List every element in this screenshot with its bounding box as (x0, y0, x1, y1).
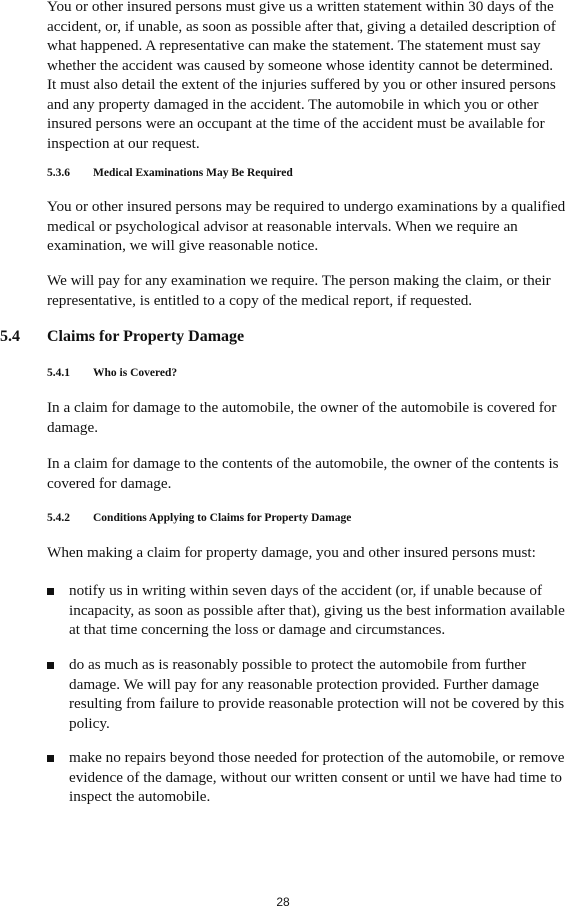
square-bullet-icon (47, 662, 54, 669)
page-number: 28 (276, 895, 290, 909)
subsection-title: Who is Covered? (93, 367, 178, 379)
intro-paragraph: You or other insured persons must give us a written statement within 30 days of the accident, or, if unable, as soon as possible after that, giving a detailed description of what happened. A representative can make the statement. The statement must say whether the accident was caused by someone whose identity cannot be determined. It must also detail the extent of the injuries suffered by you or other insured persons and any property damaged in the accident. The automobile in which you or other insured persons were an occupant at the time of the accident must be available for inspection at our request. (47, 0, 556, 152)
subsection-heading-5-4-1 (47, 366, 177, 380)
list-item-text: notify us in writing within seven days of the accident (or, if unable because of incapacity, as soon as possible after that), giving us the best information available at that time concerning the loss or damage and circumstances. (69, 582, 565, 638)
subsection-title: Conditions Applying to Claims for Property Damage (93, 512, 352, 524)
section-heading-5-4 (0, 327, 244, 347)
subsection-heading-5-4-2 (47, 511, 351, 525)
subsection-number: 5.3.6 (47, 167, 70, 179)
subsection-heading-5-3-6 (47, 166, 293, 180)
paragraph-conditions-lead: When making a claim for property damage, you and other insured persons must: (47, 544, 536, 561)
paragraph-medical-exams: You or other insured persons may be required to undergo examinations by a qualified medical or psychological advisor at reasonable intervals. When we require an examination, we will give reasonable notice. (47, 198, 566, 254)
section-number: 5.4 (0, 328, 20, 345)
subsection-title: Medical Examinations May Be Required (93, 167, 293, 179)
paragraph-owner-automobile: In a claim for damage to the automobile, the owner of the automobile is covered for damage. (47, 399, 557, 436)
square-bullet-icon (47, 755, 54, 762)
paragraph-exam-payment: We will pay for any examination we require. The person making the claim, or their representative, is entitled to a copy of the medical report, if requested. (47, 272, 551, 309)
subsection-number: 5.4.1 (47, 367, 70, 379)
paragraph-owner-contents: In a claim for damage to the contents of the automobile, the owner of the contents is covered for damage. (47, 455, 559, 492)
subsection-number: 5.4.2 (47, 512, 70, 524)
section-title: Claims for Property Damage (47, 328, 245, 345)
square-bullet-icon (47, 588, 54, 595)
list-item-text: make no repairs beyond those needed for protection of the automobile, or remove evidence of the damage, without our written consent or until we have had time to inspect the automobile. (69, 749, 565, 805)
list-item-text: do as much as is reasonably possible to protect the automobile from further damage. We will pay for any reasonable protection provided. Further damage resulting from failure to provide reasonable protection will not be covered by this policy. (69, 656, 565, 732)
